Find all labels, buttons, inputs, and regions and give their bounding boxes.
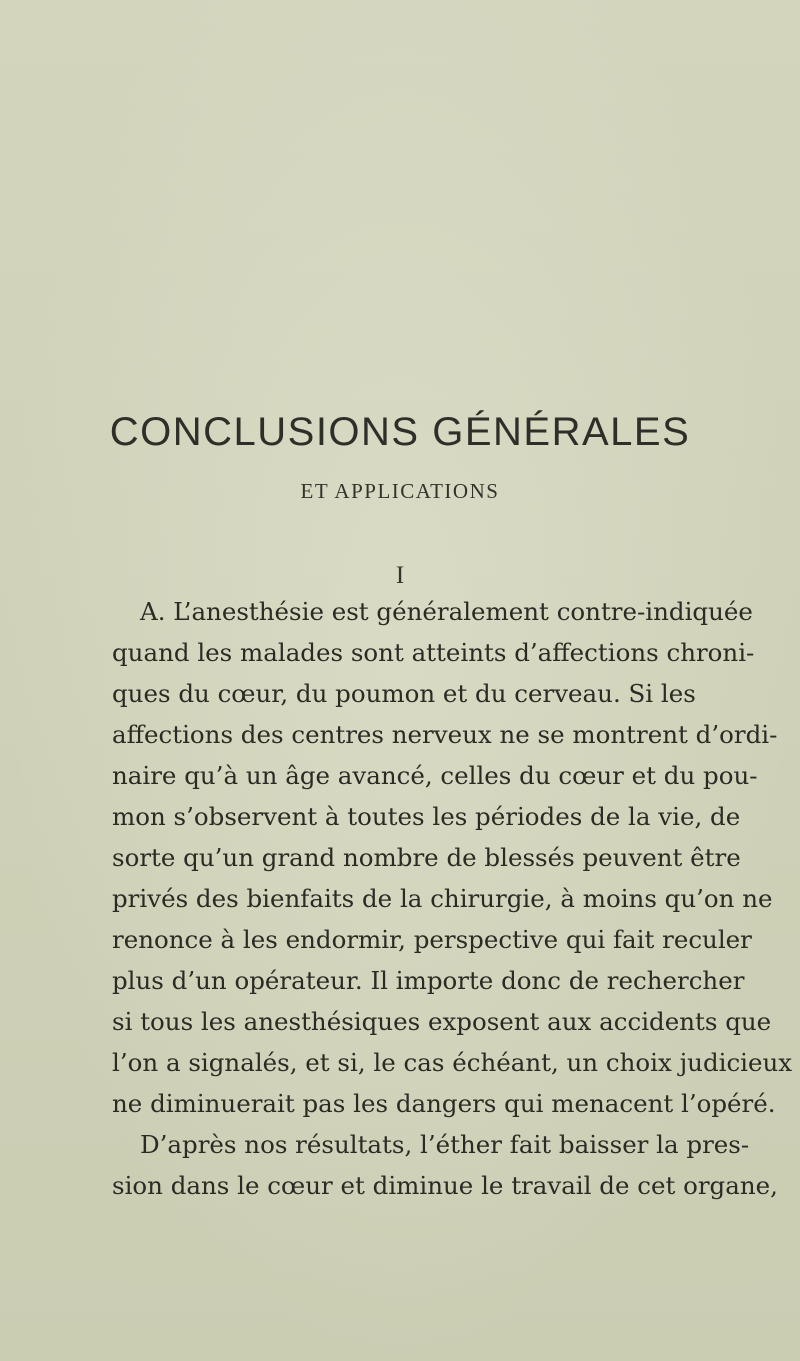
- chapter-subtitle: ET APPLICATIONS: [300, 479, 500, 503]
- text-line: ques du cœur, du poumon et du cerveau. Si les: [112, 679, 696, 708]
- text-line: naire qu’à un âge avancé, celles du cœur et du pou-: [112, 761, 758, 790]
- text-line: privés des bienfaits de la chirurgie, à moins qu’on ne: [112, 884, 773, 913]
- text-line: D’après nos résultats, l’éther fait baisser la pres-: [140, 1130, 750, 1159]
- text-line: plus d’un opérateur. Il importe donc de rechercher: [112, 966, 745, 995]
- text-line: l’on a signalés, et si, le cas échéant, un choix judicieux: [112, 1048, 793, 1077]
- text-line: si tous les anesthésiques exposent aux accidents que: [112, 1007, 772, 1036]
- text-line: ne diminuerait pas les dangers qui menacent l’opéré.: [112, 1089, 776, 1118]
- text-line: mon s’observent à toutes les périodes de la vie, de: [112, 802, 741, 831]
- section-number: I: [395, 562, 405, 589]
- text-line: sion dans le cœur et diminue le travail de cet organe,: [112, 1171, 778, 1200]
- text-line: renonce à les endormir, perspective qui fait reculer: [112, 925, 752, 954]
- text-line: quand les malades sont atteints d’affections chroni-: [112, 638, 755, 667]
- chapter-title: CONCLUSIONS GÉNÉRALES: [109, 410, 691, 454]
- text-line: A. L’anesthésie est généralement contre-indiquée: [140, 597, 753, 626]
- text-line: affections des centres nerveux ne se montrent d’ordi-: [112, 720, 778, 749]
- text-line: sorte qu’un grand nombre de blessés peuvent être: [112, 843, 741, 872]
